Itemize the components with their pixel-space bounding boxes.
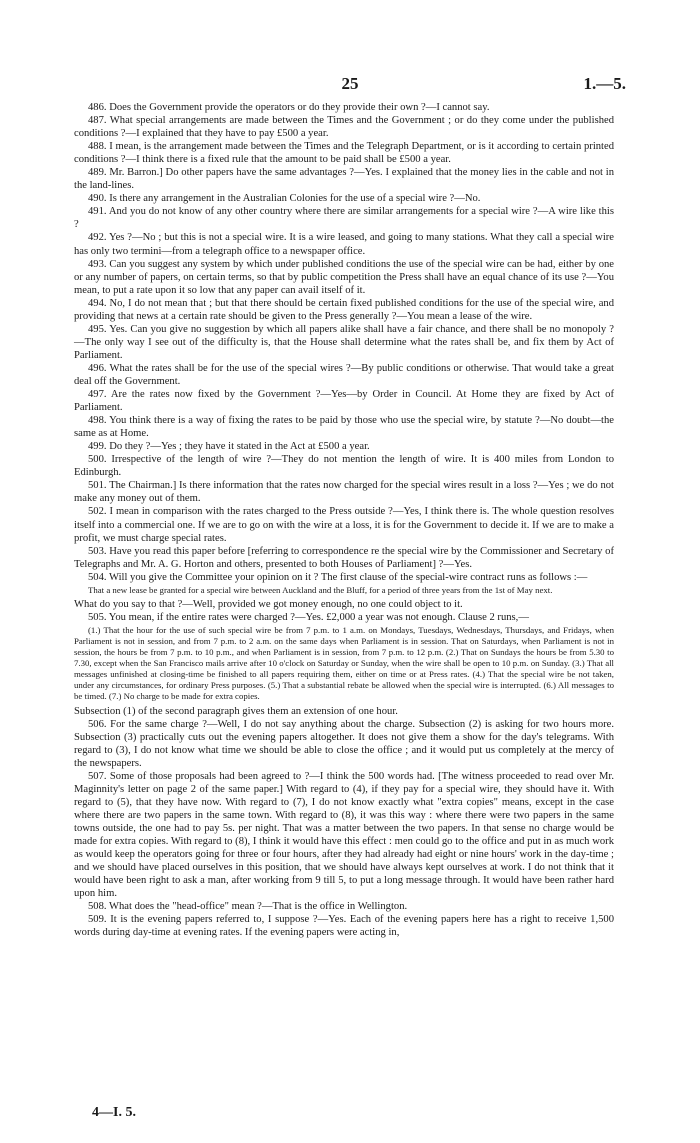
paragraph: 488. I mean, is the arrangement made between the Times and the Telegraph Department, or is it according to certain printed conditions ?—I think there is a fixed rule that the amount to be paid shall be £500 a year.: [74, 141, 614, 166]
paragraph: Subsection (1) of the second paragraph gives them an extension of one hour.: [74, 705, 398, 717]
paragraph: 492. Yes ?—No ; but this is not a special wire. It is a wire leased, and going to many stations. What they call a special wire has only two termini—from a telegraph office to a newspaper office.: [74, 232, 614, 257]
paragraph: 493. Can you suggest any system by which under published conditions the use of the special wire can be had, either by one or any number of papers, on certain terms, so that by public competition the Press shall have an equal chance of its use ?—You mean, to put a rate upon it so low that any paper can avail itself of it.: [74, 258, 614, 296]
paragraph: 486. Does the Government provide the operators or do they provide their own ?—I cannot say.: [88, 102, 490, 113]
paragraph: 505. You mean, if the entire rates were charged ?—Yes. £2,000 a year was not enough. Clause 2 runs,—: [88, 611, 529, 623]
page-body: [74, 101, 614, 939]
paragraph: 489. Mr. Barron.] Do other papers have the same advantages ?—Yes. I explained that the money lies in the cable and not in the land-lines.: [74, 167, 614, 192]
paragraph: 499. Do they ?—Yes ; they have it stated in the Act at £500 a year.: [88, 441, 370, 453]
paragraph: 498. You think there is a way of fixing the rates to be paid by those who use the special wire, by statute ?—No doubt—the same as at Home.: [74, 415, 614, 440]
paragraph: 487. What special arrangements are made between the Times and the Government ; or do they come under the published conditions ?—I explained that they have to pay £500 a year.: [74, 115, 614, 140]
paragraph: 496. What the rates shall be for the use of the special wires ?—By public conditions or otherwise. That would take a great deal off the Government.: [74, 362, 614, 387]
printer-signature: 4—I. 5.: [92, 1105, 136, 1120]
paragraph: 507. Some of those proposals had been agreed to ?—I think the 500 words had. [The witness proceeded to read over Mr. Maginnity's letter on page 2 of the same paper.] With regard to (4), if they pay for a special wire, they should have it. With regard to (5), that they have now. With regard to (7), I do not know exactly what "extra copies" means, except in the case where there are two papers in the same town. With regard to (8), it was this way : where there were two papers in the same towns outside, the one had to pay 5s. per night. That was a matter between the two papers. In that sense no charge would be made for extra copies. With regard to (8), I think it would have this effect : men could go to the office and put in as much work as would keep the operators going for three or four hours, after they had already had eight or nine hours' work in the day-time ; and we should have placed ourselves in this position, that we should have always kept ourselves at work. I do not think that it would have been right to ask a man, after working from 9 till 5, to put a long message through. It would have been rather hard upon him.: [74, 770, 614, 900]
paragraph: 504. Will you give the Committee your opinion on it ? The first clause of the special-wire contract runs as follows :—: [88, 571, 588, 583]
paragraph: 506. For the same charge ?—Well, I do not say anything about the charge. Subsection (2) is asking for two hours more. Subsection (3) practically cuts out the evening papers altogether. It does not give them a show for the day's telegrams. With regard to (3), I do not know what time we should be able to close the office ; and it would put us completely at the mercy of the newspapers.: [74, 718, 614, 769]
paragraph: 501. The Chairman.] Is there information that the rates now charged for the special wires result in a loss ?—Yes ; we do not make any money out of them.: [74, 480, 614, 505]
paragraph: 500. Irrespective of the length of wire ?—They do not mention the length of wire. It is 400 miles from London to Edinburgh.: [74, 454, 614, 479]
paragraph: 502. I mean in comparison with the rates charged to the Press outside ?—Yes, I think there is. The whole question resolves itself into a commercial one. If we are to go on with the wire at a loss, it is for the Government to decide it. If we are to make a profit, we must charge special rates.: [74, 506, 614, 544]
document-reference: 1.—5.: [583, 74, 626, 93]
page-header: [74, 74, 626, 96]
paragraph: 490. Is there any arrangement in the Australian Colonies for the use of a special wire ?—No.: [88, 193, 481, 205]
paragraph: 494. No, I do not mean that ; but that there should be certain fixed published conditions for the use of the special wire, and providing that news at a certain rate should be given to the Press generally ?—You mean a lease of the wire.: [74, 297, 614, 322]
quoted-clause: That a new lease be granted for a special wire between Auckland and the Bluff, for a period of three years from the 1st of May next.: [88, 584, 553, 595]
page-number: 25: [341, 74, 359, 93]
paragraph: 503. Have you read this paper before [referring to correspondence re the special wire by the Commissioner and Secretary of Telegraphs and Mr. A. G. Horton and others, presented to both Houses of Parliament] ?—Yes.: [74, 545, 614, 570]
paragraph: 509. It is the evening papers referred to, I suppose ?—Yes. Each of the evening papers here has a right to receive 1,500 words during day-time at evening rates. If the evening papers were acting in,: [74, 914, 614, 939]
paragraph: What do you say to that ?—Well, provided we got money enough, no one could object to it.: [74, 598, 463, 610]
paragraph: 491. And you do not know of any other country where there are similar arrangements for a special wire ?—A wire like this ?: [74, 206, 614, 231]
paragraph: 508. What does the "head-office" mean ?—That is the office in Wellington.: [88, 901, 408, 913]
paragraph: 497. Are the rates now fixed by the Government ?—Yes—by Order in Council. At Home they are fixed by Act of Parliament.: [74, 389, 614, 414]
quoted-clause: (1.) That the hour for the use of such special wire be from 7 p.m. to 1 a.m. on Mondays, Tuesdays, Wednesdays, Thursdays, and Fridays, when Parliament is not in session, and from 7 p.m. to 2 a.m. on the same days when Parliament is in session. That on Saturdays, when Parliament is not in session, the hours be from 7 p.m. to 10 p.m., and when Parliament is in session, from 7 p.m. to 12 p.m. (2.) That on Sundays the hours be from 5.30 to 7.30, except when the San Francisco mails arrive after 10 o'clock on Saturday or Sunday, when the wire shall be open to 10 p.m. on Sunday. (3.) That all messages unfinished at closing-time be finished to all papers requiring them, either on time or at Press rates. (4.) That the special wire be not taken, under any circumstances, for ordinary Press purposes. (5.) That a substantial rebate be allowed when the special wire is interrupted. (6.) All messages to be timed. (7.) No charge to be made for extra copies.: [74, 624, 614, 702]
paragraph: 495. Yes. Can you give no suggestion by which all papers alike shall have a fair chance, and there shall be no monopoly ?—The only way I see out of the difficulty is, that the House shall determine what the rates shall be, and fix them by Act of Parliament.: [74, 323, 614, 361]
